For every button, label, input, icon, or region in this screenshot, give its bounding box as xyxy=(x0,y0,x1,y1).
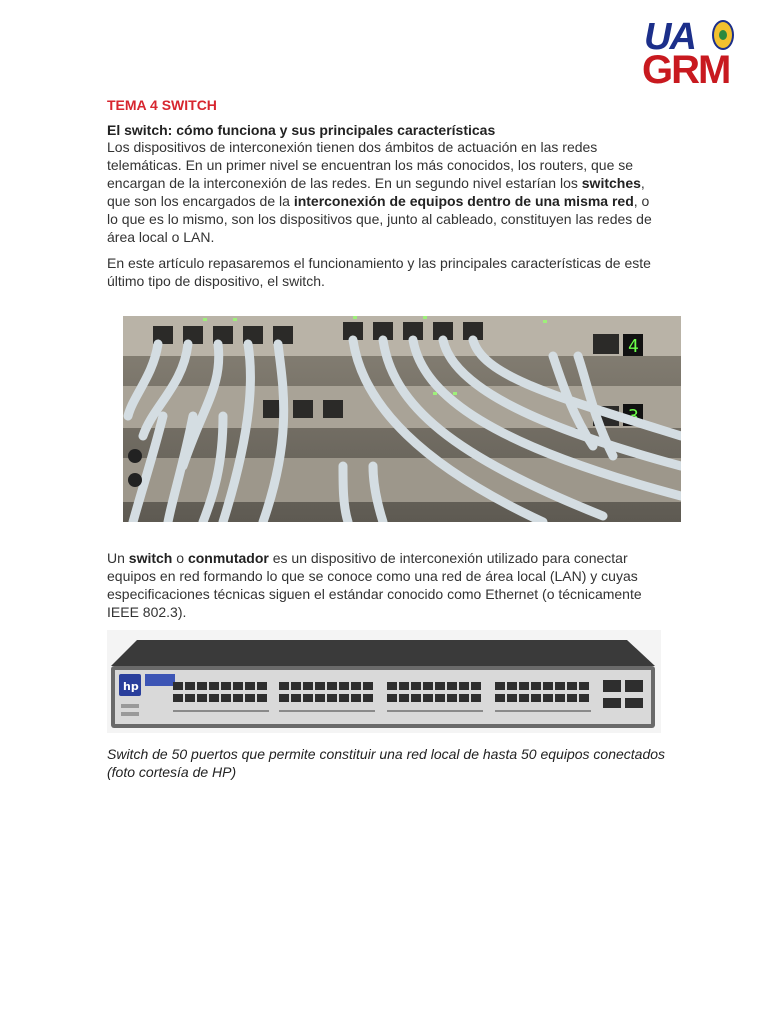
logo-text-ua: UA xyxy=(644,16,695,58)
bold-conmutador: conmutador xyxy=(187,550,269,566)
hp-brand-icon: hp xyxy=(123,680,139,693)
university-seal-icon xyxy=(712,20,734,50)
bold-interconexion: interconexión de equipos dentro de una misma red xyxy=(293,193,634,209)
uagrm-logo xyxy=(640,18,740,90)
intro-paragraph: Los dispositivos de interconexión tienen dos ámbitos de actuación en las redes telemáticas. En un primer nivel se encuentran los más conocidos, los routers, que se encargan de la interconexión de las redes. En un segundo nivel estarían los switches, que son los encargados de la interconexión de equipos dentro de una misma red, o lo que es lo mismo, son los dispositivos que, junto al cableado, constituyen las redes de área local o LAN. xyxy=(107,139,652,245)
bold-switches: switches xyxy=(581,175,641,191)
image-caption: Switch de 50 puertos que permite constituir una red local de hasta 50 equipos conectados (foto cortesía de HP) xyxy=(107,746,666,780)
article-scope-paragraph: En este artículo repasaremos el funcionamiento y las principales características de este último tipo de dispositivo, el switch. xyxy=(107,255,651,289)
bold-switch: switch xyxy=(128,550,173,566)
port-counter-digit: 3 xyxy=(628,406,639,427)
hp-50-port-switch-photo xyxy=(107,630,661,733)
cabled-switches-photo xyxy=(123,316,681,522)
article-subheading: El switch: cómo funciona y sus principales características xyxy=(107,122,496,138)
switch-definition-paragraph: Un switch o conmutador es un dispositivo de interconexión utilizado para conectar equipos en red formando lo que se conoce como una red de área local (LAN) y cuyas especificaciones técnicas siguen el estándar conocido como Ethernet (o técnicamente IEEE 802.3). xyxy=(107,550,642,620)
topic-heading: TEMA 4 SWITCH xyxy=(107,97,217,113)
logo-text-grm: GRM xyxy=(642,48,730,92)
port-counter-digit: 4 xyxy=(628,336,639,357)
